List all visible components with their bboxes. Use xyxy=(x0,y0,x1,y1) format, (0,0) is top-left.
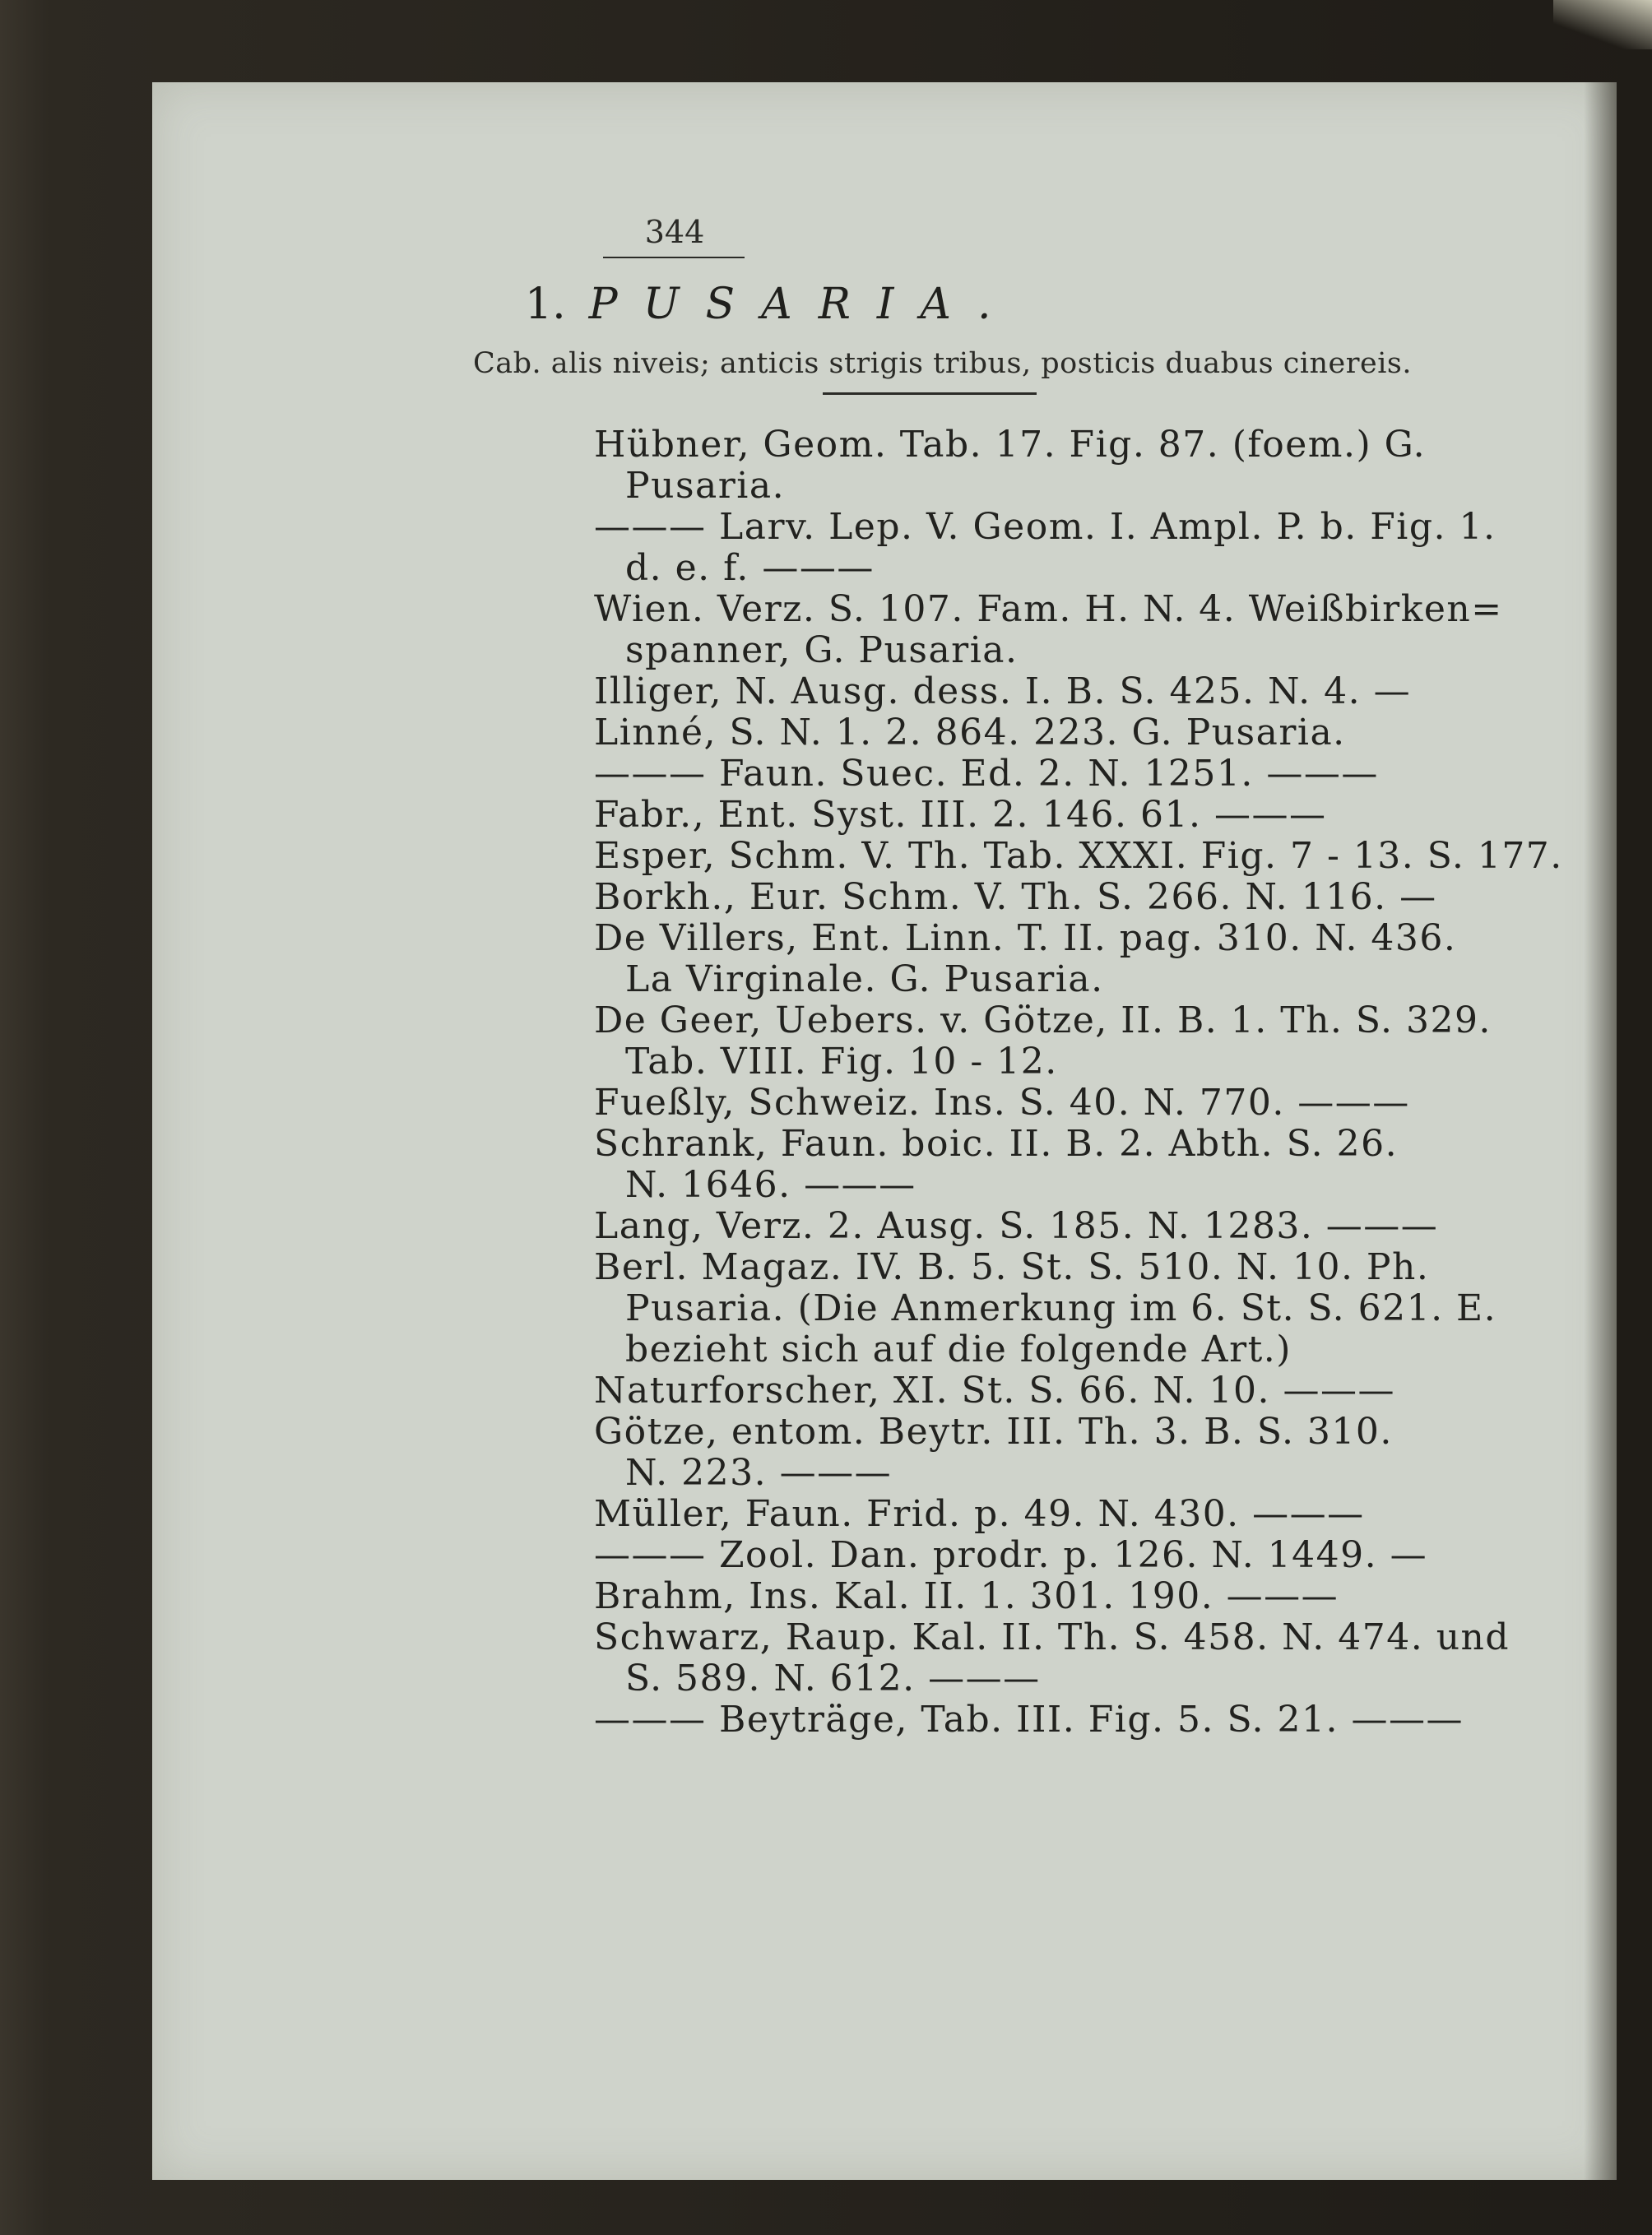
reference-line: Lang, Verz. 2. Ausg. S. 185. N. 1283. ——— xyxy=(594,1205,1439,1247)
reference-line: S. 589. N. 612. ——— xyxy=(625,1658,1041,1699)
reference-line: De Geer, Uebers. v. Götze, II. B. 1. Th. S. 329. xyxy=(594,999,1492,1041)
reference-line: ——— Larv. Lep. V. Geom. I. Ampl. P. b. Fig. 1. xyxy=(594,506,1497,548)
reference-line: Hübner, Geom. Tab. 17. Fig. 87. (foem.) G. xyxy=(594,424,1427,466)
page-number: 344 xyxy=(644,214,705,250)
reference-line: N. 223. ——— xyxy=(625,1452,893,1494)
reference-line: ——— Beyträge, Tab. III. Fig. 5. S. 21. ——— xyxy=(594,1699,1464,1741)
reference-line: Borkh., Eur. Schm. V. Th. S. 266. N. 116. — xyxy=(594,876,1437,918)
reference-line: Schwarz, Raup. Kal. II. Th. S. 458. N. 474. und xyxy=(594,1616,1510,1658)
reference-line: De Villers, Ent. Linn. T. II. pag. 310. N. 436. xyxy=(594,917,1457,959)
reference-line: La Virginale. G. Pusaria. xyxy=(625,958,1104,1000)
reference-line: Müller, Faun. Frid. p. 49. N. 430. ——— xyxy=(594,1493,1365,1535)
reference-line: N. 1646. ——— xyxy=(625,1164,916,1206)
reference-line: d. e. f. ——— xyxy=(625,547,875,589)
reference-line: ——— Zool. Dan. prodr. p. 126. N. 1449. — xyxy=(594,1534,1428,1576)
reference-line: bezieht sich auf die folgende Art.) xyxy=(625,1328,1292,1370)
reference-line: Brahm, Ins. Kal. II. 1. 301. 190. ——— xyxy=(594,1575,1339,1617)
page-number-rule xyxy=(603,257,745,258)
reference-line: Berl. Magaz. IV. B. 5. St. S. 510. N. 10. Ph. xyxy=(594,1246,1430,1288)
reference-line: Fabr., Ent. Syst. III. 2. 146. 61. ——— xyxy=(594,794,1327,836)
reference-line: spanner, G. Pusaria. xyxy=(625,629,1019,671)
reference-line: ——— Faun. Suec. Ed. 2. N. 1251. ——— xyxy=(594,753,1379,795)
scan-corner-shadow xyxy=(1553,0,1652,49)
reference-line: Tab. VIII. Fig. 10 - 12. xyxy=(625,1041,1058,1083)
reference-line: Schrank, Faun. boic. II. B. 2. Abth. S. 26. xyxy=(594,1123,1399,1165)
reference-line: Pusaria. xyxy=(625,465,786,507)
page-gutter-shadow xyxy=(1584,82,1617,2180)
reference-line: Illiger, N. Ausg. dess. I. B. S. 425. N. 4. — xyxy=(594,670,1412,712)
reference-line: Wien. Verz. S. 107. Fam. H. N. 4. Weißbirken= xyxy=(594,588,1503,630)
species-name: PUSARIA. xyxy=(588,280,1018,329)
reference-line: Linné, S. N. 1. 2. 864. 223. G. Pusaria. xyxy=(594,712,1346,754)
description-rule xyxy=(823,392,1037,395)
species-description: Cab. alis niveis; anticis strigis tribus, posticis duabus cinereis. xyxy=(473,347,1412,380)
species-heading xyxy=(525,280,1017,329)
book-page xyxy=(152,82,1617,2180)
reference-line: Esper, Schm. V. Th. Tab. XXXI. Fig. 7 - 13. S. 177. xyxy=(594,835,1563,877)
reference-line: Götze, entom. Beytr. III. Th. 3. B. S. 310. xyxy=(594,1411,1393,1453)
reference-line: Naturforscher, XI. St. S. 66. N. 10. ——— xyxy=(594,1370,1395,1412)
reference-line: Fueßly, Schweiz. Ins. S. 40. N. 770. ——— xyxy=(594,1082,1410,1124)
reference-line: Pusaria. (Die Anmerkung im 6. St. S. 621. E. xyxy=(625,1287,1497,1329)
species-number: 1. xyxy=(525,280,566,329)
